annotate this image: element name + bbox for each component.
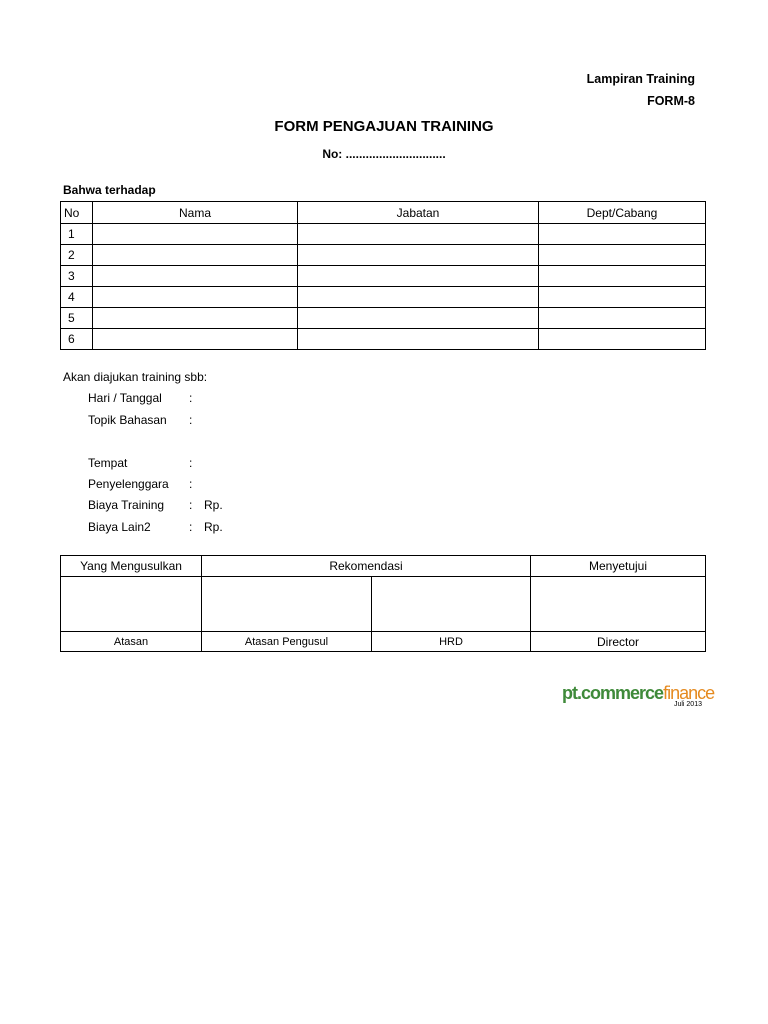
signer-director: Director [531, 632, 706, 652]
field-colon: : [189, 391, 193, 405]
people-table [60, 201, 706, 350]
jabatan-cell[interactable] [298, 329, 539, 350]
approval-header-row [61, 556, 706, 577]
column-header-dept: Dept/Cabang [539, 202, 706, 224]
field-label: Biaya Training [88, 498, 165, 512]
table-row [61, 329, 706, 350]
page-title: FORM PENGAJUAN TRAINING [274, 118, 494, 135]
signer-hrd: HRD [372, 632, 531, 652]
dept-cell[interactable] [539, 308, 706, 329]
nama-cell[interactable] [93, 266, 298, 287]
nama-cell[interactable] [93, 287, 298, 308]
field-label: Topik Bahasan [88, 413, 167, 427]
row-number: 6 [61, 329, 93, 350]
form-code: FORM-8 [647, 94, 695, 108]
jabatan-cell[interactable] [298, 245, 539, 266]
table-row [61, 308, 706, 329]
form-number: No: .............................. [322, 147, 446, 161]
logo-commerce: commerce [581, 683, 664, 703]
nama-cell[interactable] [93, 245, 298, 266]
signer-atasan: Atasan [61, 632, 202, 652]
field-colon: : [189, 498, 193, 512]
dept-cell[interactable] [539, 224, 706, 245]
signature-box-atasan-pengusul[interactable] [202, 577, 372, 632]
signer-row [61, 632, 706, 652]
field-value[interactable]: Rp. [204, 520, 223, 534]
table-row [61, 245, 706, 266]
header-yang-mengusulkan: Yang Mengusulkan [61, 556, 202, 577]
field-label: Hari / Tanggal [88, 391, 162, 405]
nama-cell[interactable] [93, 329, 298, 350]
field-colon: : [189, 456, 193, 470]
row-number: 2 [61, 245, 93, 266]
jabatan-cell[interactable] [298, 308, 539, 329]
jabatan-cell[interactable] [298, 224, 539, 245]
signature-box-hrd[interactable] [372, 577, 531, 632]
nama-cell[interactable] [93, 224, 298, 245]
training-intro: Akan diajukan training sbb: [63, 370, 208, 384]
column-header-nama: Nama [93, 202, 298, 224]
signature-row [61, 577, 706, 632]
field-value[interactable]: Rp. [204, 498, 223, 512]
field-colon: : [189, 413, 193, 427]
dept-cell[interactable] [539, 287, 706, 308]
table-header-row [61, 202, 706, 224]
header-rekomendasi: Rekomendasi [202, 556, 531, 577]
signature-box-atasan[interactable] [61, 577, 202, 632]
row-number: 1 [61, 224, 93, 245]
approval-table [60, 555, 706, 652]
table-row [61, 266, 706, 287]
dept-cell[interactable] [539, 245, 706, 266]
nama-cell[interactable] [93, 308, 298, 329]
row-number: 4 [61, 287, 93, 308]
table-row [61, 287, 706, 308]
jabatan-cell[interactable] [298, 287, 539, 308]
logo-pt: pt. [562, 683, 581, 703]
signer-atasan-pengusul: Atasan Pengusul [202, 632, 372, 652]
lampiran-label: Lampiran Training [586, 72, 695, 86]
header-menyetujui: Menyetujui [531, 556, 706, 577]
field-label: Tempat [88, 456, 128, 470]
logo-date: Juli 2013 [673, 701, 702, 708]
field-label: Penyelenggara [88, 477, 169, 491]
dept-cell[interactable] [539, 266, 706, 287]
column-header-jabatan: Jabatan [298, 202, 539, 224]
field-colon: : [189, 477, 193, 491]
logo-finance: finance [663, 683, 715, 703]
signature-box-director[interactable] [531, 577, 706, 632]
row-number: 3 [61, 266, 93, 287]
field-colon: : [189, 520, 193, 534]
row-number: 5 [61, 308, 93, 329]
field-label: Biaya Lain2 [88, 520, 151, 534]
column-header-no: No [61, 202, 93, 224]
table-row [61, 224, 706, 245]
jabatan-cell[interactable] [298, 266, 539, 287]
section-label: Bahwa terhadap [63, 183, 156, 197]
dept-cell[interactable] [539, 329, 706, 350]
